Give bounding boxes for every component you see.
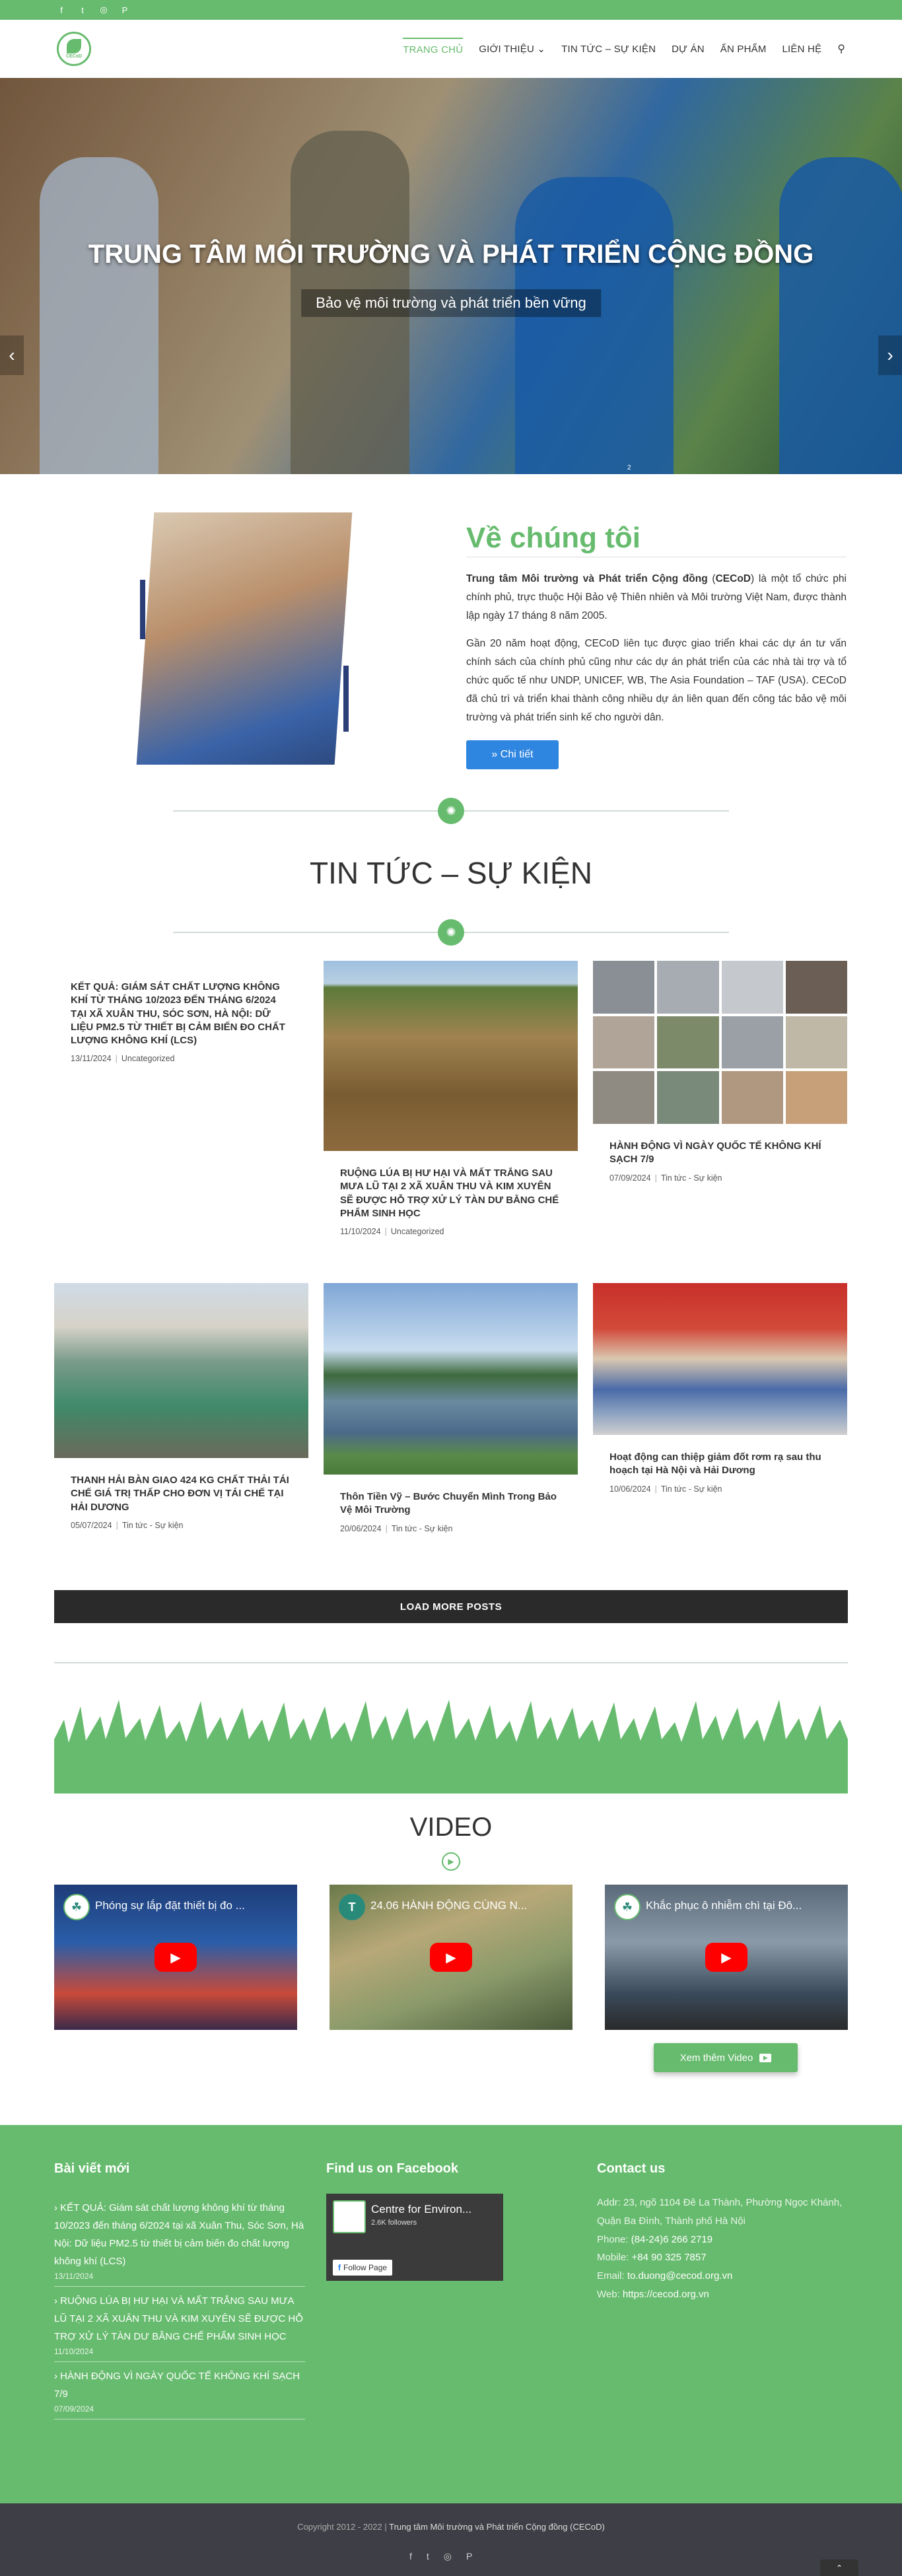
decor-stripe [140, 580, 145, 639]
news-card-meta: 11/10/2024 | Uncategorized [340, 1227, 444, 1236]
section-divider [173, 919, 729, 946]
category-link[interactable]: Tin tức - Sự kiện [660, 1484, 722, 1494]
news-card-image[interactable] [324, 961, 578, 1151]
footer-social [409, 2551, 472, 2562]
chevron-down-icon: ⌄ [537, 44, 546, 55]
news-card-image[interactable] [54, 1283, 308, 1458]
footer-heading: Bài viết mới [54, 2161, 130, 2176]
footer-recent-posts [54, 2161, 305, 2419]
load-more-button[interactable]: LOAD MORE POSTS [54, 1590, 848, 1623]
site-footer [0, 2125, 902, 2503]
facebook-icon[interactable]: f [60, 5, 63, 15]
contact-email[interactable]: to.duong@cecod.org.vn [627, 2270, 733, 2281]
channel-avatar[interactable]: ☘ [614, 1894, 641, 1920]
instagram-icon[interactable]: ◎ [100, 5, 108, 15]
site-logo[interactable]: CECoD [57, 32, 91, 66]
news-card-meta: 13/11/2024 | Uncategorized [71, 1054, 175, 1064]
main-nav [403, 38, 845, 61]
slider-prev-arrow-icon[interactable]: ‹ [0, 335, 24, 375]
footer-post[interactable]: › KẾT QUẢ: Giám sát chất lượng không khí từ tháng 10/2023 đến tháng 6/2024 tại xã Xuân Thu, Sóc Sơn, Hà Nội: Dữ liệu PM2.5 từ thiết bị cảm biến đo chất lượng không khí (LCS) 13/11/2024 [54, 2194, 305, 2287]
news-card[interactable] [324, 961, 578, 1236]
video-title-text[interactable]: 24.06 HÀNH ĐỘNG CÙNG N... [370, 1899, 528, 1912]
category-link[interactable]: Tin tức - Sự kiện [121, 1520, 184, 1530]
nav-item-projects[interactable]: DỰ ÁN [672, 43, 705, 55]
facebook-icon: f [338, 2263, 341, 2272]
play-icon[interactable]: ▶ [705, 1943, 747, 1972]
news-card[interactable] [593, 961, 847, 1183]
news-card-title[interactable]: Thôn Tiền Vỹ – Bước Chuyển Mình Trong Bảo Vệ Môi Trường [340, 1491, 557, 1516]
category-link[interactable]: Uncategorized [390, 1227, 444, 1236]
page-logo [333, 2200, 366, 2233]
about-section [0, 474, 902, 798]
contact-mobile[interactable]: +84 90 325 7857 [631, 2252, 707, 2264]
site-header [0, 20, 902, 78]
details-button[interactable]: » Chi tiết [466, 740, 559, 769]
news-card[interactable] [54, 961, 308, 1063]
copyright-bar [0, 2503, 902, 2576]
decor-stripe [343, 666, 349, 732]
video-embed[interactable] [330, 1885, 572, 2030]
gear-icon: ✺ [438, 919, 464, 946]
play-icon[interactable]: ▶ [155, 1943, 197, 1972]
channel-avatar[interactable]: ☘ [63, 1894, 90, 1920]
footer-post[interactable]: › HÀNH ĐỘNG VÌ NGÀY QUỐC TẾ KHÔNG KHÍ SẠCH 7/9 07/09/2024 [54, 2362, 305, 2419]
video-embed[interactable] [54, 1885, 297, 2030]
hero-subtitle: Bảo vệ môi trường và phát triển bền vững [301, 289, 601, 317]
hero-slider [0, 78, 902, 474]
news-card-image[interactable] [593, 961, 847, 1124]
slider-next-arrow-icon[interactable]: › [878, 335, 902, 375]
contact-web[interactable]: https://cecod.org.vn [622, 2288, 709, 2300]
news-card-title[interactable]: THANH HẢI BÀN GIAO 424 KG CHẤT THẢI TÁI CHẾ GIÁ TRỊ THẤP CHO ĐƠN VỊ TÁI CHẾ TẠI HẢI DƯƠNG [71, 1475, 289, 1513]
twitter-icon[interactable]: t [81, 5, 84, 15]
category-link[interactable]: Uncategorized [121, 1054, 175, 1064]
more-videos-button[interactable]: Xem thêm Video ▶ [654, 2043, 798, 2072]
facebook-page-widget[interactable]: Centre for Environ... 2.6K followers f Follow Page [326, 2194, 503, 2281]
footer-contact: Contact us Addr: 23, ngõ 1104 Đê La Thành, Phường Ngọc Khánh, Quận Ba Đình, Thành phố Hà Nội Phone: (84-24)6 266 2719 Mobile: +84 90 325 7857 Email: to.duong@cecod.org.vn Web: https://cecod.org.vn [597, 2161, 848, 2304]
news-card-image[interactable] [593, 1283, 847, 1435]
film-icon: ▶ [442, 1852, 460, 1871]
news-card-meta: 07/09/2024 | Tin tức - Sự kiện [609, 1173, 722, 1183]
gear-icon: ✺ [438, 798, 464, 824]
about-title: Về chúng tôi [466, 522, 641, 554]
news-card-title[interactable]: Hoạt động can thiệp giảm đốt rơm rạ sau thu hoạch tại Hà Nội và Hải Dương [609, 1451, 821, 1477]
search-icon[interactable]: ⚲ [837, 44, 845, 55]
news-card-meta: 20/06/2024 | Tin tức - Sự kiện [340, 1523, 453, 1533]
copyright-text: Copyright 2012 - 2022 | Trung tâm Môi trường và Phát triển Cộng đồng (CECoD) [297, 2522, 605, 2532]
about-body: Gần 20 năm hoạt động, CECoD liên tục được giao triển khai các dự án tư vấn chính sách của chính phủ cũng như các dự án phát triển của các nhà tài trợ và tổ chức quốc tế như UNDP, UNICEF, WB, The Asia Foundation – TAF (USA). CECoD đã chủ trì và triển khai thành công nhiều dự án liên quan đến công tác bảo vệ môi trường và phát triển sinh kế cho người dân. [466, 638, 847, 723]
news-card-title[interactable]: KẾT QUẢ: GIÁM SÁT CHẤT LƯỢNG KHÔNG KHÍ TỪ THÁNG 10/2023 ĐẾN THÁNG 6/2024 TẠI XÃ XUÂN THU, SÓC SƠN, HÀ NỘI: DỮ LIỆU PM2.5 TỪ THIẾT BỊ CẢM BIẾN ĐO CHẤT LƯỢNG KHÔNG KHÍ (LCS) [71, 981, 285, 1046]
nav-item-home[interactable]: TRANG CHỦ [403, 38, 463, 61]
pinterest-icon[interactable]: P [466, 2551, 473, 2561]
nav-item-contact[interactable]: LIÊN HỆ [782, 43, 822, 55]
section-divider [173, 798, 729, 824]
top-bar [0, 0, 902, 20]
video-icon: ▶ [759, 2054, 771, 2062]
contact-address: Addr: 23, ngõ 1104 Đê La Thành, Phường Ngọc Khánh, Quận Ba Đình, Thành phố Hà Nội [597, 2197, 843, 2227]
instagram-icon[interactable]: ◎ [443, 2551, 452, 2561]
about-intro: Trung tâm Môi trường và Phát triển Cộng đồng (CECoD) là một tổ chức phi chính phủ, trực thuộc Hội Bảo vệ Thiên nhiên và Môi trường Việt Nam, được thành lập ngày 17 tháng 8 năm 2005. [466, 573, 847, 621]
video-title-text[interactable]: Phóng sự lắp đặt thiết bị đo ... [95, 1899, 245, 1912]
footer-facebook [326, 2161, 524, 2281]
news-card-image[interactable] [324, 1283, 578, 1475]
news-title: TIN TỨC – SỰ KIỆN [310, 856, 592, 890]
news-card[interactable] [54, 1283, 308, 1530]
news-card-meta: 05/07/2024 | Tin tức - Sự kiện [71, 1520, 184, 1530]
nav-item-news[interactable]: TIN TỨC – SỰ KIỆN [561, 43, 656, 55]
grass-banner [54, 1693, 848, 1793]
news-card[interactable] [593, 1283, 847, 1494]
video-title-text[interactable]: Khắc phục ô nhiễm chì tại Đô... [646, 1899, 802, 1912]
pinterest-icon[interactable]: P [121, 5, 128, 15]
twitter-icon[interactable]: t [426, 2551, 429, 2561]
category-link[interactable]: Tin tức - Sự kiện [660, 1173, 722, 1183]
footer-heading: Contact us [597, 2161, 666, 2176]
leaf-icon [67, 39, 81, 53]
hero-title: TRUNG TÂM MÔI TRƯỜNG VÀ PHÁT TRIỂN CỘNG ĐỒNG [88, 240, 814, 269]
channel-avatar[interactable]: T [339, 1894, 365, 1920]
follow-page-button[interactable]: f Follow Page [333, 2260, 392, 2276]
footer-post[interactable]: › RUỘNG LÚA BỊ HƯ HẠI VÀ MẤT TRẮNG SAU MƯA LŨ TẠI 2 XÃ XUÂN THU VÀ KIM XUYÊN SẼ ĐƯỢC HỖ TRỢ XỬ LÝ TÀN DƯ BẰNG CHẾ PHẨM SINH HỌC 11/10/2024 [54, 2287, 305, 2362]
video-embed[interactable] [605, 1885, 848, 2030]
contact-phone[interactable]: (84-24)6 266 2719 [631, 2233, 713, 2245]
facebook-icon[interactable]: f [409, 2551, 412, 2561]
scroll-to-top-icon[interactable]: ⌃ [820, 2559, 858, 2576]
footer-heading: Find us on Facebook [326, 2161, 459, 2176]
slide-indicator[interactable]: 2 [627, 464, 631, 471]
news-card-title[interactable]: HÀNH ĐỘNG VÌ NGÀY QUỐC TẾ KHÔNG KHÍ SẠCH 7/9 [609, 1140, 821, 1166]
video-title: VIDEO [409, 1813, 493, 1842]
about-photo [137, 512, 353, 765]
news-card[interactable] [324, 1283, 578, 1533]
nav-item-about[interactable]: GIỚI THIỆU ⌄ [479, 44, 546, 55]
category-link[interactable]: Tin tức - Sự kiện [391, 1523, 453, 1533]
news-card-meta: 10/06/2024 | Tin tức - Sự kiện [609, 1484, 722, 1494]
news-card-title[interactable]: RUỘNG LÚA BỊ HƯ HẠI VÀ MẤT TRẮNG SAU MƯA LŨ TẠI 2 XÃ XUÂN THU VÀ KIM XUYÊN SẼ ĐƯỢC HỖ TRỢ XỬ LÝ TÀN DƯ BẰNG CHẾ PHẨM SINH HỌC [340, 1167, 559, 1219]
nav-item-publications[interactable]: ẤN PHẨM [720, 43, 767, 55]
play-icon[interactable]: ▶ [430, 1943, 472, 1972]
